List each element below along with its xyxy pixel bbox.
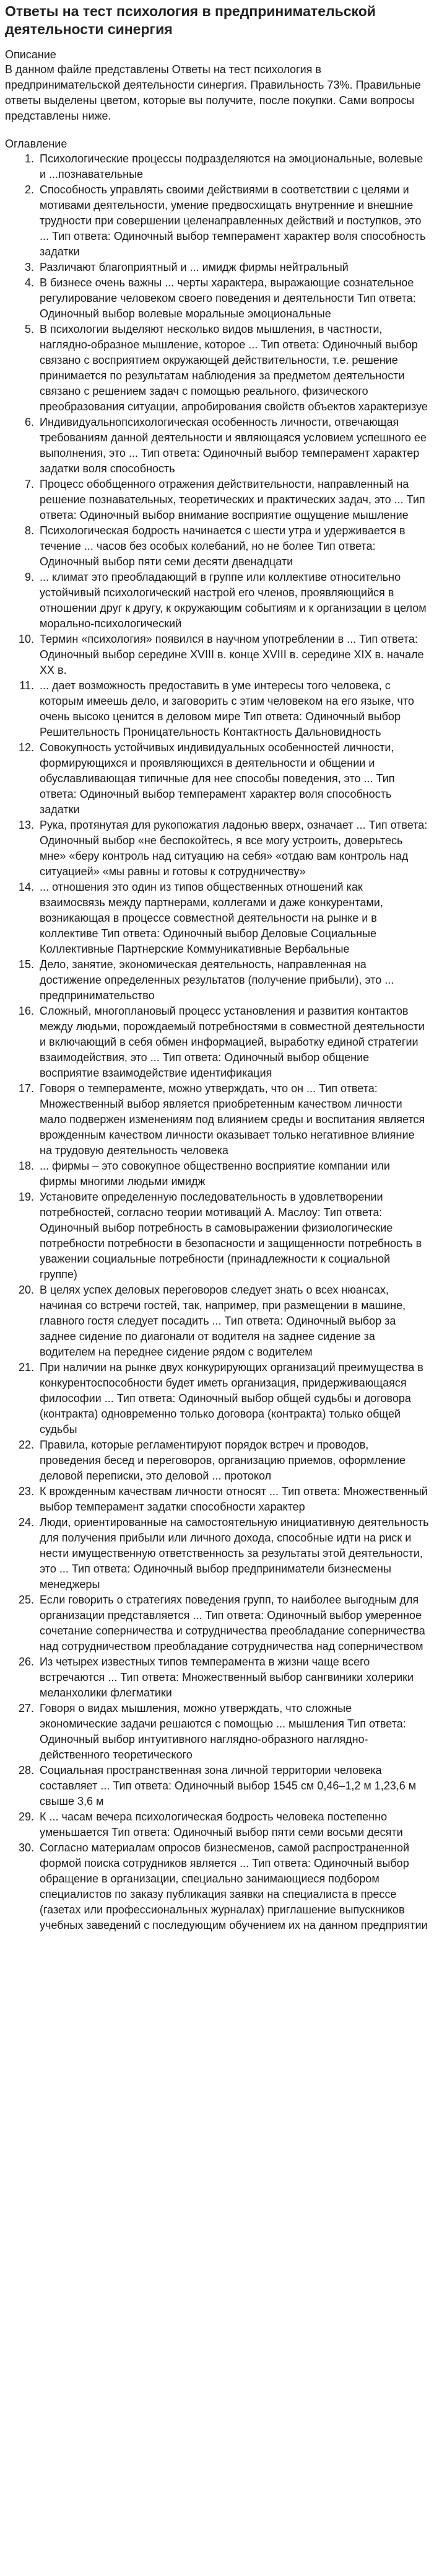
question-item: 10. Термин «психология» появился в научном употреблении в ... Тип ответа: Одиночный выбор середине XVIII в. конце XVIII в. середине XIX в. начале XX в. (37, 632, 429, 678)
page-title: Ответы на тест психология в предпринимательской деятельности синергия (5, 3, 376, 37)
question-item: 18. ... фирмы – это совокупное общественно восприятие компании или фирмы многими людьми имидж (37, 1158, 429, 1189)
question-list (5, 151, 429, 1933)
question-item: 12. Совокупность устойчивых индивидуальных особенностей личности, формирующихся и проявляющихся в деятельности и общении и обуславливающая типичные для нее способы поведения, это ... Тип ответа: Одиночный выбор темперамент характер воля способность задатки (37, 740, 429, 818)
question-item: 24. Люди, ориентированные на самостоятельную инициативную деятельность для получения прибыли или личного дохода, способные идти на риск и нести имущественную ответственность за результаты этой деятельности, это ... Тип ответа: Одиночный выбор предприниматели бизнесмены менеджеры (37, 1515, 429, 1592)
question-item: 15. Дело, занятие, экономическая деятельность, направленная на достижение определенных результатов (получение прибыли), это ... предпринимательство (37, 957, 429, 1003)
description-text: В данном файле представлены Ответы на тест психология в предпринимательской деятельности синергия. Правильность 73%. Правильные ответы выделены цветом, которые вы получите, после покупки. Сами вопросы представлены ниже. (5, 63, 421, 122)
question-item: 3. Различают благоприятный и ... имидж фирмы нейтральный (37, 260, 429, 275)
question-item: 19. Установите определенную последовательность в удовлетворении потребностей, согласно теории мотиваций А. Маслоу: Тип ответа: Одиночный выбор потребность в самовыражении физиологические потребности потребности в безопасности и защищенности потребность в уважении социальные потребности (принадлежности к социальной группе) (37, 1189, 429, 1282)
question-item: 29. К ... часам вечера психологическая бодрость человека постепенно уменьшается Тип ответа: Одиночный выбор пяти семи восьми десяти (37, 1809, 429, 1840)
question-item: 13. Рука, протянутая для рукопожатия ладонью вверх, означает ... Тип ответа: Одиночный выбор «не беспокойтесь, я все могу устроить, доверьтесь мне» «беру контроль над ситуацию на себя» «отдаю вам контроль над ситуацией» «мы равны и готовы к сотрудничеству» (37, 818, 429, 880)
question-item: 11. ... дает возможность предоставить в уме интересы того человека, с которым имеешь дело, и заговорить с этим человеком на его языке, что очень высоко ценится в деловом мире Тип ответа: Одиночный выбор Решительность Проницательность Контактность Дальновидность (37, 678, 429, 740)
question-item: 20. В целях успех деловых переговоров следует знать о всех нюансах, начиная со встречи гостей, так, например, при размещении в машине, главного гостя следует посадить ... Тип ответа: Одиночный выбор за заднее сидение по диагонали от водителя на заднее сидение за водителем на переднее сидение рядом с водителем (37, 1282, 429, 1360)
question-item: 30. Согласно материалам опросов бизнесменов, самой распространенной формой поиска сотрудников является ... Тип ответа: Одиночный выбор обращение в организации, специально занимающиеся подбором специалистов по заказу публикация заявки на специалиста в прессе (газетах или профессиональных журналах) приглашение выпускников учебных заведений с последующим обучением их на данном предприятии (37, 1840, 429, 1933)
question-item: 27. Говоря о видах мышления, можно утверждать, что сложные экономические задачи решаются с помощью ... мышления Тип ответа: Одиночный выбор интуитивного наглядно-образного наглядно-действенного теоретического (37, 1701, 429, 1763)
question-item: 17. Говоря о темпераменте, можно утверждать, что он ... Тип ответа: Множественный выбор является приобретенным качеством личности мало подвержен изменениям под влиянием среды и воспитания является врожденным качеством личности оказывает только негативное влияние на трудовую деятельность человека (37, 1081, 429, 1158)
question-item: 16. Сложный, многоплановый процесс установления и развития контактов между людьми, порождаемый потребностями в совместной деятельности и включающий в себя обмен информацией, выработку единой стратегии взаимодействия, это ... Тип ответа: Одиночный выбор общение восприятие взаимодействие идентификация (37, 1003, 429, 1081)
description-label: Описание (5, 48, 56, 61)
toc-label: Оглавление (5, 138, 67, 150)
question-item: 5. В психологии выделяют несколько видов мышления, в частности, наглядно-образное мышление, которое ... Тип ответа: Одиночный выбор связано с восприятием окружающей действительности, т.е. решение принимается по результатам наблюдения за предметом деятельности связано с решением задач с помощью реального, физического преобразования ситуации, апробирования свойств объектов характеризуе (37, 322, 429, 415)
question-item: 21. При наличии на рынке двух конкурирующих организаций преимущества в конкурентоспособности будет иметь организация, придерживающаяся философии ... Тип ответа: Одиночный выбор общей судьбы и договора (контракта) одновременно только договора (контракта) только общей судьбы (37, 1360, 429, 1437)
question-item: 1. Психологические процессы подразделяются на эмоциональные, волевые и ...познавательные (37, 151, 429, 182)
question-item: 22. Правила, которые регламентируют порядок встреч и проводов, проведения бесед и переговоров, организацию приемов, оформление деловой переписки, это деловой ... протокол (37, 1437, 429, 1484)
question-item: 7. Процесс обобщенного отражения действительности, направленный на решение познавательных, теоретических и практических задач, это ... Тип ответа: Одиночный выбор внимание восприятие ощущение мышление (37, 477, 429, 523)
question-item: 4. В бизнесе очень важны ... черты характера, выражающие сознательное регулирование человеком своего поведения и деятельности Тип ответа: Одиночный выбор волевые моральные эмоциональные (37, 275, 429, 322)
question-item: 9. ... климат это преобладающий в группе или коллективе относительно устойчивый психологический настрой его членов, проявляющийся в отношении друг к другу, к окружающим событиям и к организации в целом морально-психологический (37, 570, 429, 632)
question-item: 6. Индивидуальнопсихологическая особенность личности, отвечающая требованиям данной деятельности и являющаяся условием успешного ее выполнения, это ... Тип ответа: Одиночный выбор темперамент характер задатки воля способность (37, 415, 429, 477)
question-item: 28. Социальная пространственная зона личной территории человека составляет ... Тип ответа: Одиночный выбор 1545 см 0,46–1,2 м 1,23,6 м свыше 3,6 м (37, 1763, 429, 1809)
question-item: 2. Способность управлять своими действиями в соответствии с целями и мотивами деятельности, умение предвосхищать внутренние и внешние трудности при совершении целенаправленных действий и поступков, это ... Тип ответа: Одиночный выбор темперамент характер воля способность задатки (37, 182, 429, 260)
question-item: 8. Психологическая бодрость начинается с шести утра и удерживается в течение ... часов без особых колебаний, но не более Тип ответа: Одиночный выбор пяти семи десяти двенадцати (37, 523, 429, 570)
question-item: 23. К врожденным качествам личности относят ... Тип ответа: Множественный выбор темперамент задатки способности характер (37, 1484, 429, 1515)
question-item: 25. Если говорить о стратегиях поведения групп, то наиболее выгодным для организации представляется ... Тип ответа: Одиночный выбор умеренное сочетание соперничества и сотрудничества преобладание соперничества над сотрудничеством преобладание сотрудничества над соперничеством (37, 1592, 429, 1654)
question-item: 14. ... отношения это один из типов общественных отношений как взаимосвязь между партнерами, коллегами и даже конкурентами, возникающая в процессе совместной деятельности на рынке и в коллективе Тип ответа: Одиночный выбор Деловые Социальные Коллективные Партнерские Коммуникативные Вербальные (37, 880, 429, 957)
question-item: 26. Из четырех известных типов темперамента в жизни чаще всего встречаются ... Тип ответа: Множественный выбор сангвиники холерики меланхолики флегматики (37, 1654, 429, 1701)
